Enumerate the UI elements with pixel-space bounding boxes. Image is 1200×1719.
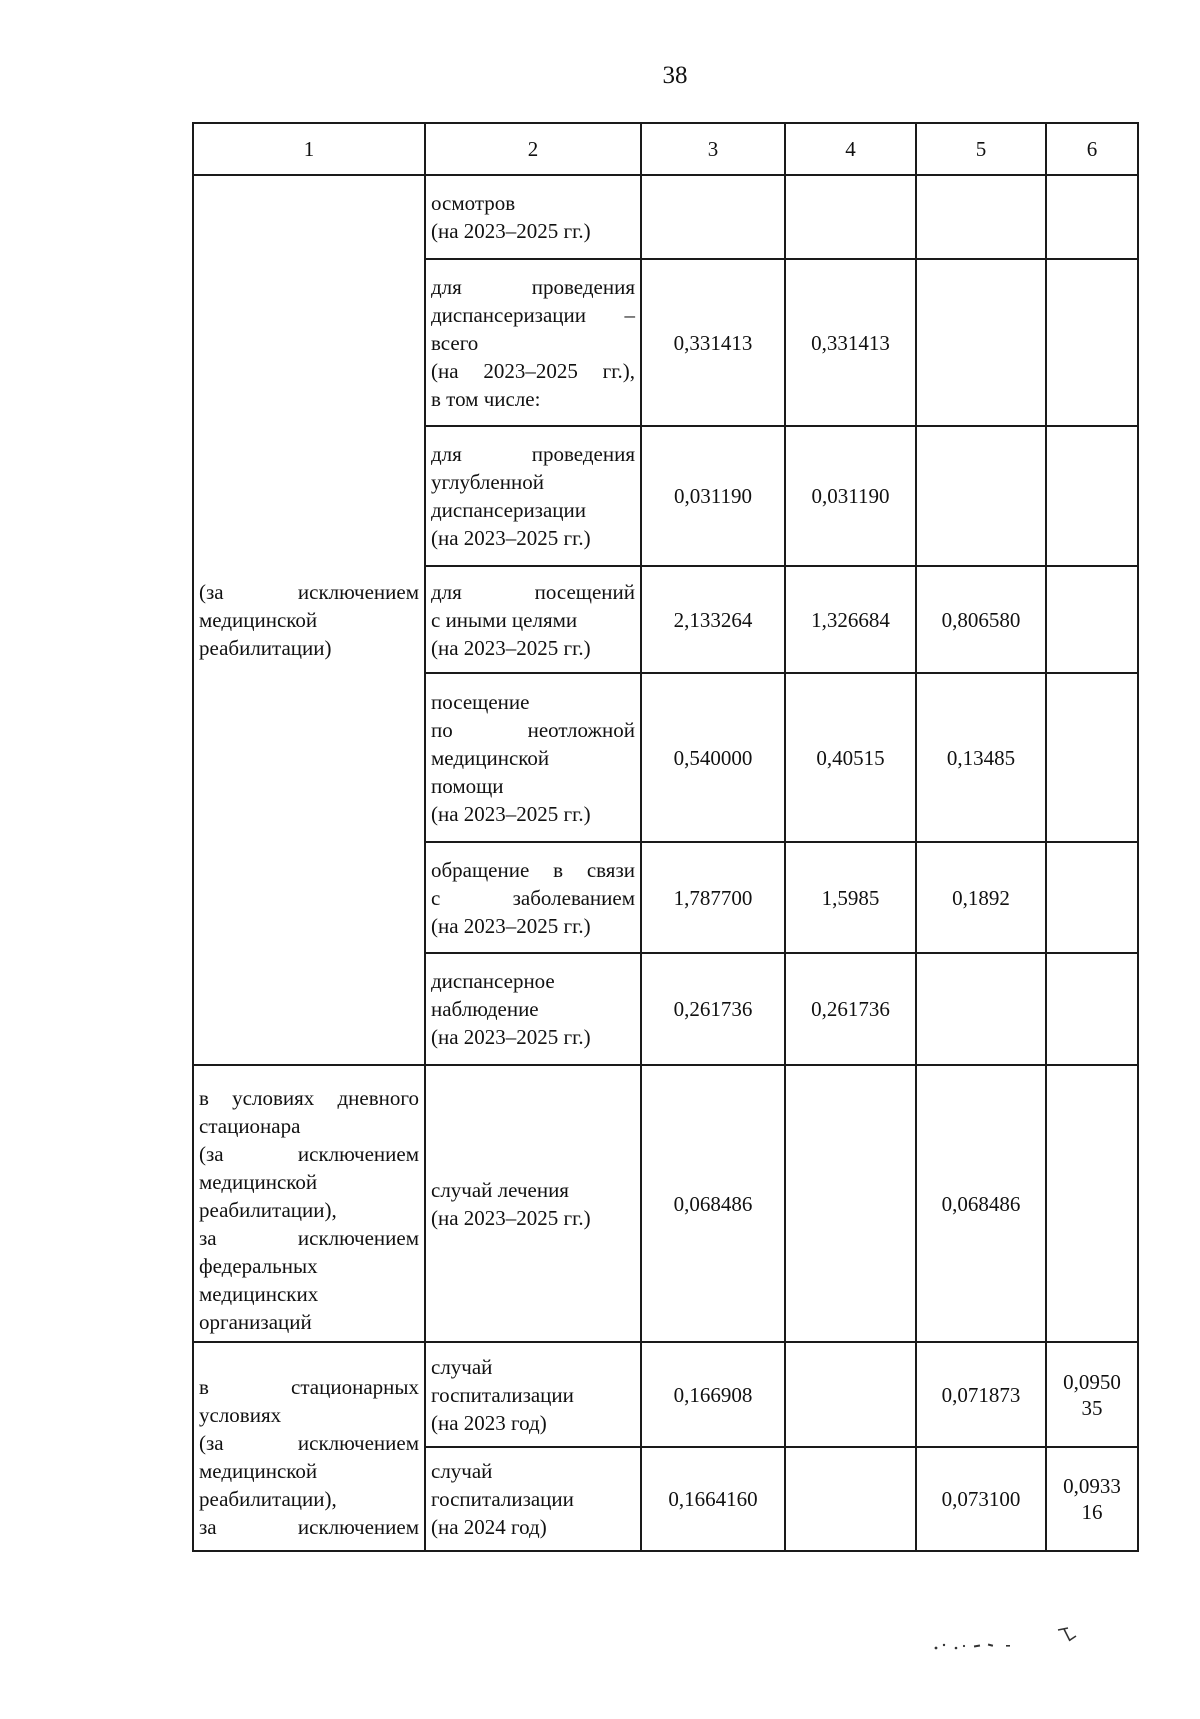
indicator-line: осмотров <box>431 191 516 215</box>
value-line: 16 <box>1081 1500 1103 1524</box>
category-line: федеральных <box>199 1253 318 1278</box>
value-cell-col6 <box>1046 842 1138 953</box>
value-cell-col3: 1,787700 <box>641 842 785 953</box>
value-cell-col6 <box>1046 673 1138 842</box>
indicator-cell <box>425 842 641 953</box>
table-row <box>193 1342 1138 1447</box>
value-cell-col5 <box>916 259 1046 426</box>
value-cell-col4 <box>785 175 916 259</box>
indicator-line: (на 2024 год) <box>431 1515 547 1539</box>
header-cell: 2 <box>425 123 641 175</box>
indicator-line: с заболеванием <box>431 885 635 910</box>
category-line: реабилитации) <box>199 636 332 660</box>
value-cell-col3: 0,331413 <box>641 259 785 426</box>
value-cell-col4: 0,261736 <box>785 953 916 1065</box>
data-table <box>192 122 1139 1552</box>
value-cell-col5: 0,071873 <box>916 1342 1046 1447</box>
value-cell-col5: 0,073100 <box>916 1447 1046 1551</box>
category-line: медицинских <box>199 1281 319 1306</box>
indicator-cell <box>425 566 641 673</box>
value-cell-col4 <box>785 1065 916 1342</box>
table-row <box>193 1065 1138 1342</box>
category-line: реабилитации), <box>199 1197 337 1222</box>
value-cell-col6 <box>1046 1342 1138 1447</box>
header-cell: 4 <box>785 123 916 175</box>
indicator-line: госпитализации <box>431 1487 574 1511</box>
indicator-line: (на 2023–2025 гг.) <box>431 1205 591 1230</box>
indicator-line: посещение <box>431 689 530 714</box>
indicator-line: (на 2023–2025 гг.), <box>431 358 635 383</box>
scan-marks <box>930 1620 1110 1660</box>
header-row <box>193 123 1138 175</box>
category-line: (за исключением <box>199 1430 419 1455</box>
indicator-line: с иными целями <box>431 607 578 632</box>
indicator-line: (на 2023–2025 гг.) <box>431 526 591 550</box>
indicator-cell <box>425 426 641 566</box>
indicator-line: углубленной <box>431 470 544 494</box>
category-line: в стационарных <box>199 1374 419 1399</box>
category-line: организаций <box>199 1309 312 1334</box>
value-cell-col5: 0,1892 <box>916 842 1046 953</box>
indicator-line: наблюдение <box>431 997 539 1021</box>
value-cell-col3: 0,540000 <box>641 673 785 842</box>
indicator-cell <box>425 953 641 1065</box>
value-cell-col3: 0,068486 <box>641 1065 785 1342</box>
indicator-cell <box>425 1447 641 1551</box>
value-cell-col4: 0,331413 <box>785 259 916 426</box>
indicator-line: для посещений <box>431 579 635 604</box>
page-number: 38 <box>662 62 688 89</box>
value-cell-col5: 0,068486 <box>916 1065 1046 1342</box>
value-cell-col6 <box>1046 259 1138 426</box>
value-cell-col3 <box>641 175 785 259</box>
indicator-line: диспансерное <box>431 969 555 993</box>
category-line: реабилитации), <box>199 1486 337 1511</box>
indicator-cell <box>425 259 641 426</box>
value-cell-col3: 2,133264 <box>641 566 785 673</box>
indicator-line: диспансеризации <box>431 498 587 522</box>
indicator-line: случай <box>431 1459 493 1483</box>
indicator-cell <box>425 175 641 259</box>
value-cell-col6 <box>1046 175 1138 259</box>
category-line: за исключением <box>199 1514 419 1539</box>
category-line: (за исключением <box>199 1141 419 1166</box>
indicator-line: всего <box>431 330 479 355</box>
category-line: за исключением <box>199 1225 419 1250</box>
indicator-line: диспансеризации – <box>431 302 635 327</box>
value-cell-col3: 0,166908 <box>641 1342 785 1447</box>
indicator-line: (на 2023 год) <box>431 1410 547 1435</box>
indicator-cell <box>425 1065 641 1342</box>
category-line: стационара <box>199 1113 301 1138</box>
indicator-line: (на 2023–2025 гг.) <box>431 219 591 243</box>
category-line: медицинской <box>199 608 318 632</box>
indicator-line: случай лечения <box>431 1177 569 1202</box>
indicator-line: случай <box>431 1354 493 1379</box>
value-cell-col4: 0,031190 <box>785 426 916 566</box>
indicator-line: в том числе: <box>431 386 541 411</box>
indicator-line: (на 2023–2025 гг.) <box>431 635 591 660</box>
header-cell: 1 <box>193 123 425 175</box>
value-cell-col6 <box>1046 566 1138 673</box>
indicator-line: по неотложной <box>431 717 635 742</box>
category-cell-outpatient <box>193 175 425 1065</box>
value-cell-col5 <box>916 426 1046 566</box>
value-cell-col5 <box>916 175 1046 259</box>
value-cell-col4: 1,326684 <box>785 566 916 673</box>
value-cell-col6 <box>1046 1065 1138 1342</box>
indicator-line: (на 2023–2025 гг.) <box>431 1025 591 1049</box>
value-cell-col5: 0,13485 <box>916 673 1046 842</box>
value-cell-col4: 1,5985 <box>785 842 916 953</box>
category-line: медицинской <box>199 1458 318 1483</box>
indicator-cell <box>425 673 641 842</box>
value-line: 0,0950 <box>1063 1369 1121 1394</box>
indicator-line: (на 2023–2025 гг.) <box>431 913 591 938</box>
header-cell: 3 <box>641 123 785 175</box>
header-cell: 5 <box>916 123 1046 175</box>
value-cell-col4: 0,40515 <box>785 673 916 842</box>
indicator-line: помощи <box>431 773 504 798</box>
indicator-line: медицинской <box>431 745 550 770</box>
value-cell-col6 <box>1046 1447 1138 1551</box>
value-cell-col4 <box>785 1447 916 1551</box>
value-cell-col3: 0,031190 <box>641 426 785 566</box>
value-cell-col5: 0,806580 <box>916 566 1046 673</box>
value-cell-col5 <box>916 953 1046 1065</box>
category-cell-day-hospital <box>193 1065 425 1342</box>
table-row <box>193 175 1138 259</box>
indicator-line: обращение в связи <box>431 857 635 882</box>
indicator-line: (на 2023–2025 гг.) <box>431 801 591 826</box>
value-line: 0,0933 <box>1063 1474 1121 1498</box>
value-cell-col3: 0,261736 <box>641 953 785 1065</box>
value-cell-col6 <box>1046 953 1138 1065</box>
value-cell-col3: 0,1664160 <box>641 1447 785 1551</box>
indicator-line: госпитализации <box>431 1382 574 1407</box>
value-line: 35 <box>1081 1395 1103 1420</box>
category-line: в условиях дневного <box>199 1085 419 1110</box>
header-cell: 6 <box>1046 123 1138 175</box>
category-cell-inpatient <box>193 1342 425 1551</box>
category-line: (за исключением <box>199 580 419 604</box>
indicator-line: для проведения <box>431 274 635 299</box>
indicator-line: для проведения <box>431 442 635 466</box>
value-cell-col4 <box>785 1342 916 1447</box>
value-cell-col6 <box>1046 426 1138 566</box>
category-line: условиях <box>199 1402 282 1427</box>
category-line: медицинской <box>199 1169 318 1194</box>
indicator-cell <box>425 1342 641 1447</box>
